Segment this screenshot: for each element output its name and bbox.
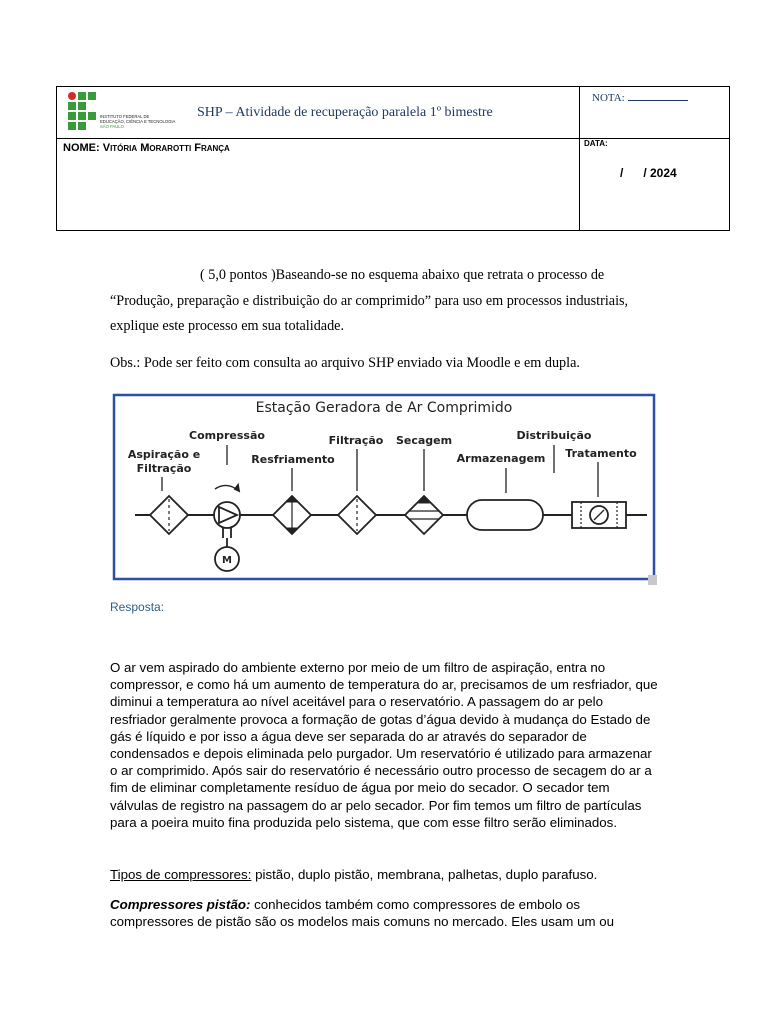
question-rest: “Produção, preparação e distribuição do ar comprimido” para uso em processos industriais, explique este processo em sua totalidade. — [110, 292, 629, 334]
data-label: DATA: — [584, 139, 608, 148]
label-resfriamento: Resfriamento — [251, 453, 335, 466]
nota-field — [592, 91, 688, 104]
label-tratamento: Tratamento — [565, 447, 637, 460]
logo-line-1: INSTITUTO FEDERAL DE — [100, 114, 150, 119]
label-aspiracao-1: Aspiração e — [127, 448, 201, 461]
diagram-title: Estação Geradora de Ar Comprimido — [255, 400, 513, 416]
pistao-text: conhecidos também como compressores de embolo os compressores de pistão são os modelos mais comuns no mercado. Eles usam um ou — [110, 897, 615, 930]
label-filtracao: Filtração — [328, 434, 384, 447]
motor-label: M — [222, 555, 232, 566]
resposta-label: Resposta: — [110, 600, 165, 614]
pistao-paragraph — [110, 896, 660, 930]
air-compressor-station-diagram — [111, 393, 657, 588]
data-value: / / 2024 — [620, 166, 677, 180]
question-lead: ( 5,0 pontos )Baseando-se no esquema abaixo que retrata o processo de — [200, 267, 605, 283]
document-title: SHP – Atividade de recuperação paralela 1º bimestre — [197, 105, 493, 120]
label-armazenagem: Armazenagem — [456, 452, 546, 465]
nome-field — [63, 142, 230, 154]
tipos-paragraph — [110, 866, 660, 883]
reservoir — [467, 500, 543, 530]
treatment-unit — [572, 502, 626, 528]
label-aspiracao-2: Filtração — [136, 462, 192, 475]
pistao-label: Compressores pistão: — [110, 897, 251, 912]
header-divider-vertical — [579, 87, 580, 230]
question-paragraph — [110, 263, 670, 340]
logo-line-2: EDUCAÇÃO, CIÊNCIA E TECNOLOGIA — [100, 119, 176, 124]
logo-line-3: SÃO PAULO — [100, 124, 124, 129]
tipos-label: Tipos de compressores: — [110, 867, 252, 882]
diagram-frame — [114, 395, 654, 579]
tipos-text: pistão, duplo pistão, membrana, palhetas, duplo parafuso. — [251, 867, 598, 882]
answer-paragraph: O ar vem aspirado do ambiente externo por meio de um filtro de aspiração, entra no compressor, e como há um aumento de temperatura do ar, precisamos de um resfriador, que diminui a temperatura ao nível aceitável para o reservatório. A passagem do ar pelo resfriador geralmente provoca a formação de gotas d’água devido à mudança do Estado de gás é líquido e por isso a água deve ser separada do ar através do separador de condensados e depois eliminada pelo purgador. Um reservatório é utilizado para armazenar o ar comprimido. Após sair do reservatório é necessário outro processo de secagem do ar a fim de eliminar completamente resíduo de água por meio do secador. O secador tem válvulas de registro na passagem do ar pelo secador. Por fim temos um filtro de partículas para a poeira muito fina produzida pelo sistema, que com esse filtro serão eliminados. — [110, 660, 658, 830]
nota-blank — [628, 91, 688, 101]
nota-label: NOTA: — [592, 92, 625, 104]
label-secagem: Secagem — [395, 434, 453, 447]
nome-label: NOME: — [63, 142, 100, 154]
institute-logo — [67, 91, 177, 135]
label-distribuicao: Distribuição — [516, 429, 592, 442]
header-table — [56, 86, 730, 231]
label-compressao: Compressão — [189, 429, 265, 442]
nome-value: Vitória Morarotti França — [102, 142, 230, 154]
question-obs: Obs.: Pode ser feito com consulta ao arquivo SHP enviado via Moodle e em dupla. — [110, 355, 580, 371]
resize-handle — [648, 575, 657, 585]
header-divider-horizontal — [57, 138, 729, 139]
